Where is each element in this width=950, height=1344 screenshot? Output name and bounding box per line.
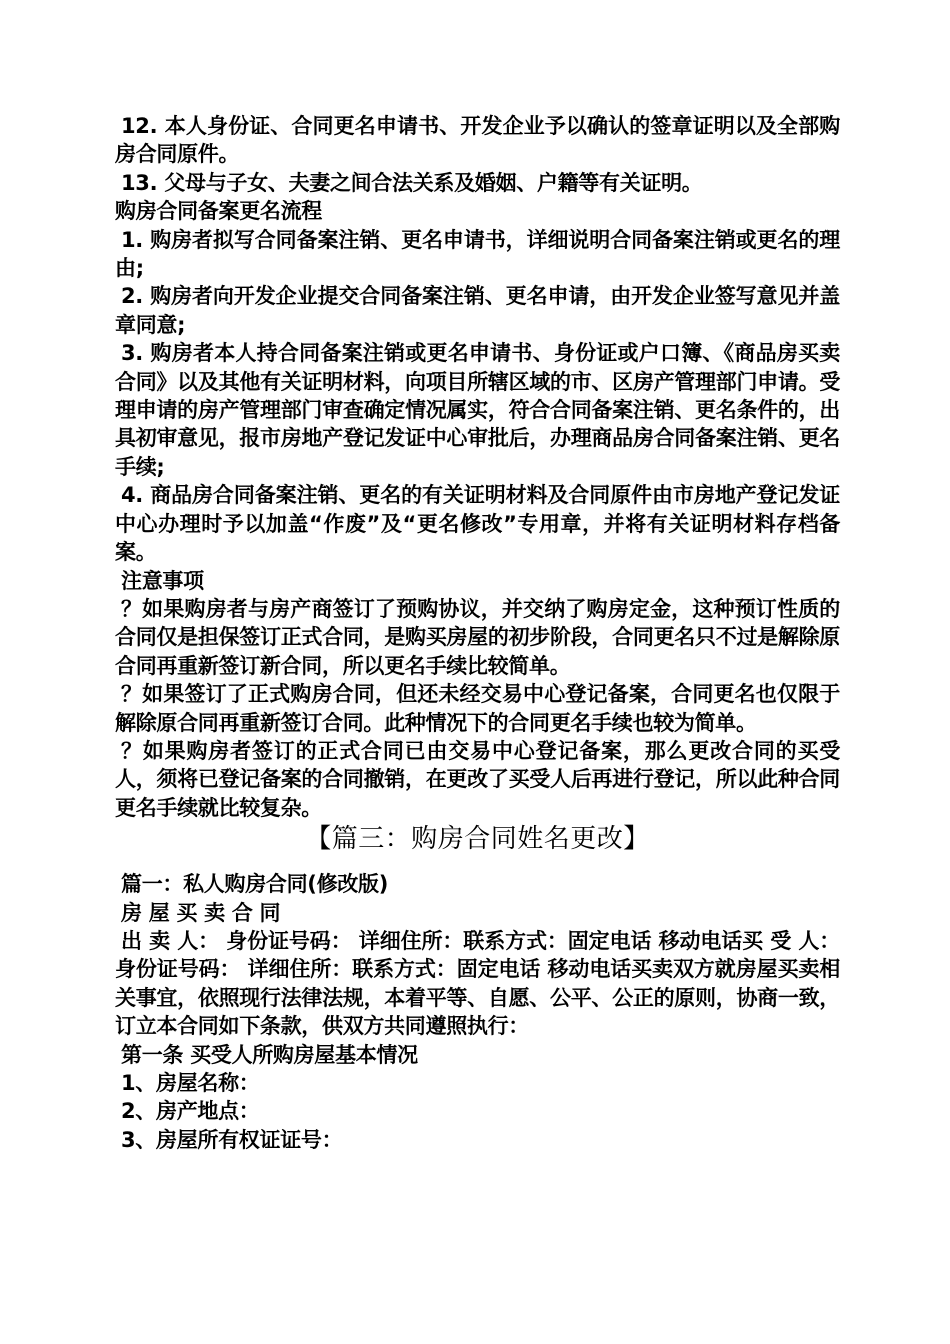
article-1-item-2: 2、房产地点： [121,1099,260,1124]
document-page [115,112,840,1154]
spacer [115,856,840,870]
contract-parties: 出 卖 人： 身份证号码： 详细住所：联系方式：固定电话 移动电话买 受 人： 身份证号码： 详细住所：联系方式：固定电话 移动电话买卖双方就房屋买卖相关事宜，依照现行法律法规，本着平等、自愿、公平、公正的原则，协商一致，订立本合同如下条款，供双方共同遵照执行： [115,928,840,1039]
process-step-3: 3. 购房者本人持合同备案注销或更名申请书、身份证或户口簿、《商品房买卖合同》以及其他有关证明材料，向项目所辖区域的市、区房产管理部门申请。受理申请的房产管理部门审查确定情况属实，符合合同备案注销、更名条件的，出具初审意见，报市房地产登记发证中心审批后，办理商品房合同备案注销、更名手续; [115,341,840,479]
section-title: 【篇三：购房合同姓名更改】 [305,824,650,855]
item-12: 12. 本人身份证、合同更名申请书、开发企业予以确认的签章证明以及全部购房合同原件。 [115,114,840,167]
note-1: ？如果购房者与房产商签订了预购协议，并交纳了购房定金，这种预订性质的合同仅是担保签订正式合同，是购买房屋的初步阶段，合同更名只不过是解除原合同再重新签订新合同，所以更名手续比较简单。 [115,596,840,678]
subsection-title: 篇一：私人购房合同(修改版) [121,872,388,897]
heading-filing-rename-process: 购房合同备案更名流程 [115,199,322,224]
article-1-item-3: 3、房屋所有权证证号： [121,1127,343,1152]
article-1-heading: 第一条 买受人所购房屋基本情况 [121,1042,418,1067]
contract-title: 房 屋 买 卖 合 同 [121,900,281,925]
note-3: ？如果购房者签订的正式合同已由交易中心登记备案，那么更改合同的买受人，须将已登记备案的合同撤销，在更改了买受人后再进行登记，所以此种合同更名手续就比较复杂。 [115,738,840,820]
process-step-4: 4. 商品房合同备案注销、更名的有关证明材料及合同原件由市房地产登记发证中心办理时予以加盖“作废”及“更名修改”专用章，并将有关证明材料存档备案。 [115,483,840,565]
process-step-2: 2. 购房者向开发企业提交合同备案注销、更名申请，由开发企业签写意见并盖章同意; [115,284,840,337]
process-step-1: 1. 购房者拟写合同备案注销、更名申请书，详细说明合同备案注销或更名的理由; [115,227,840,281]
note-2: ？如果签订了正式购房合同，但还未经交易中心登记备案，合同更名也仅限于解除原合同再重新签订合同。此种情况下的合同更名手续也较为简单。 [115,682,840,735]
article-1-item-1: 1、房屋名称： [121,1071,260,1095]
heading-notes: 注意事项 [121,568,204,593]
item-13: 13. 父母与子女、夫妻之间合法关系及婚姻、户籍等有关证明。 [121,170,703,195]
